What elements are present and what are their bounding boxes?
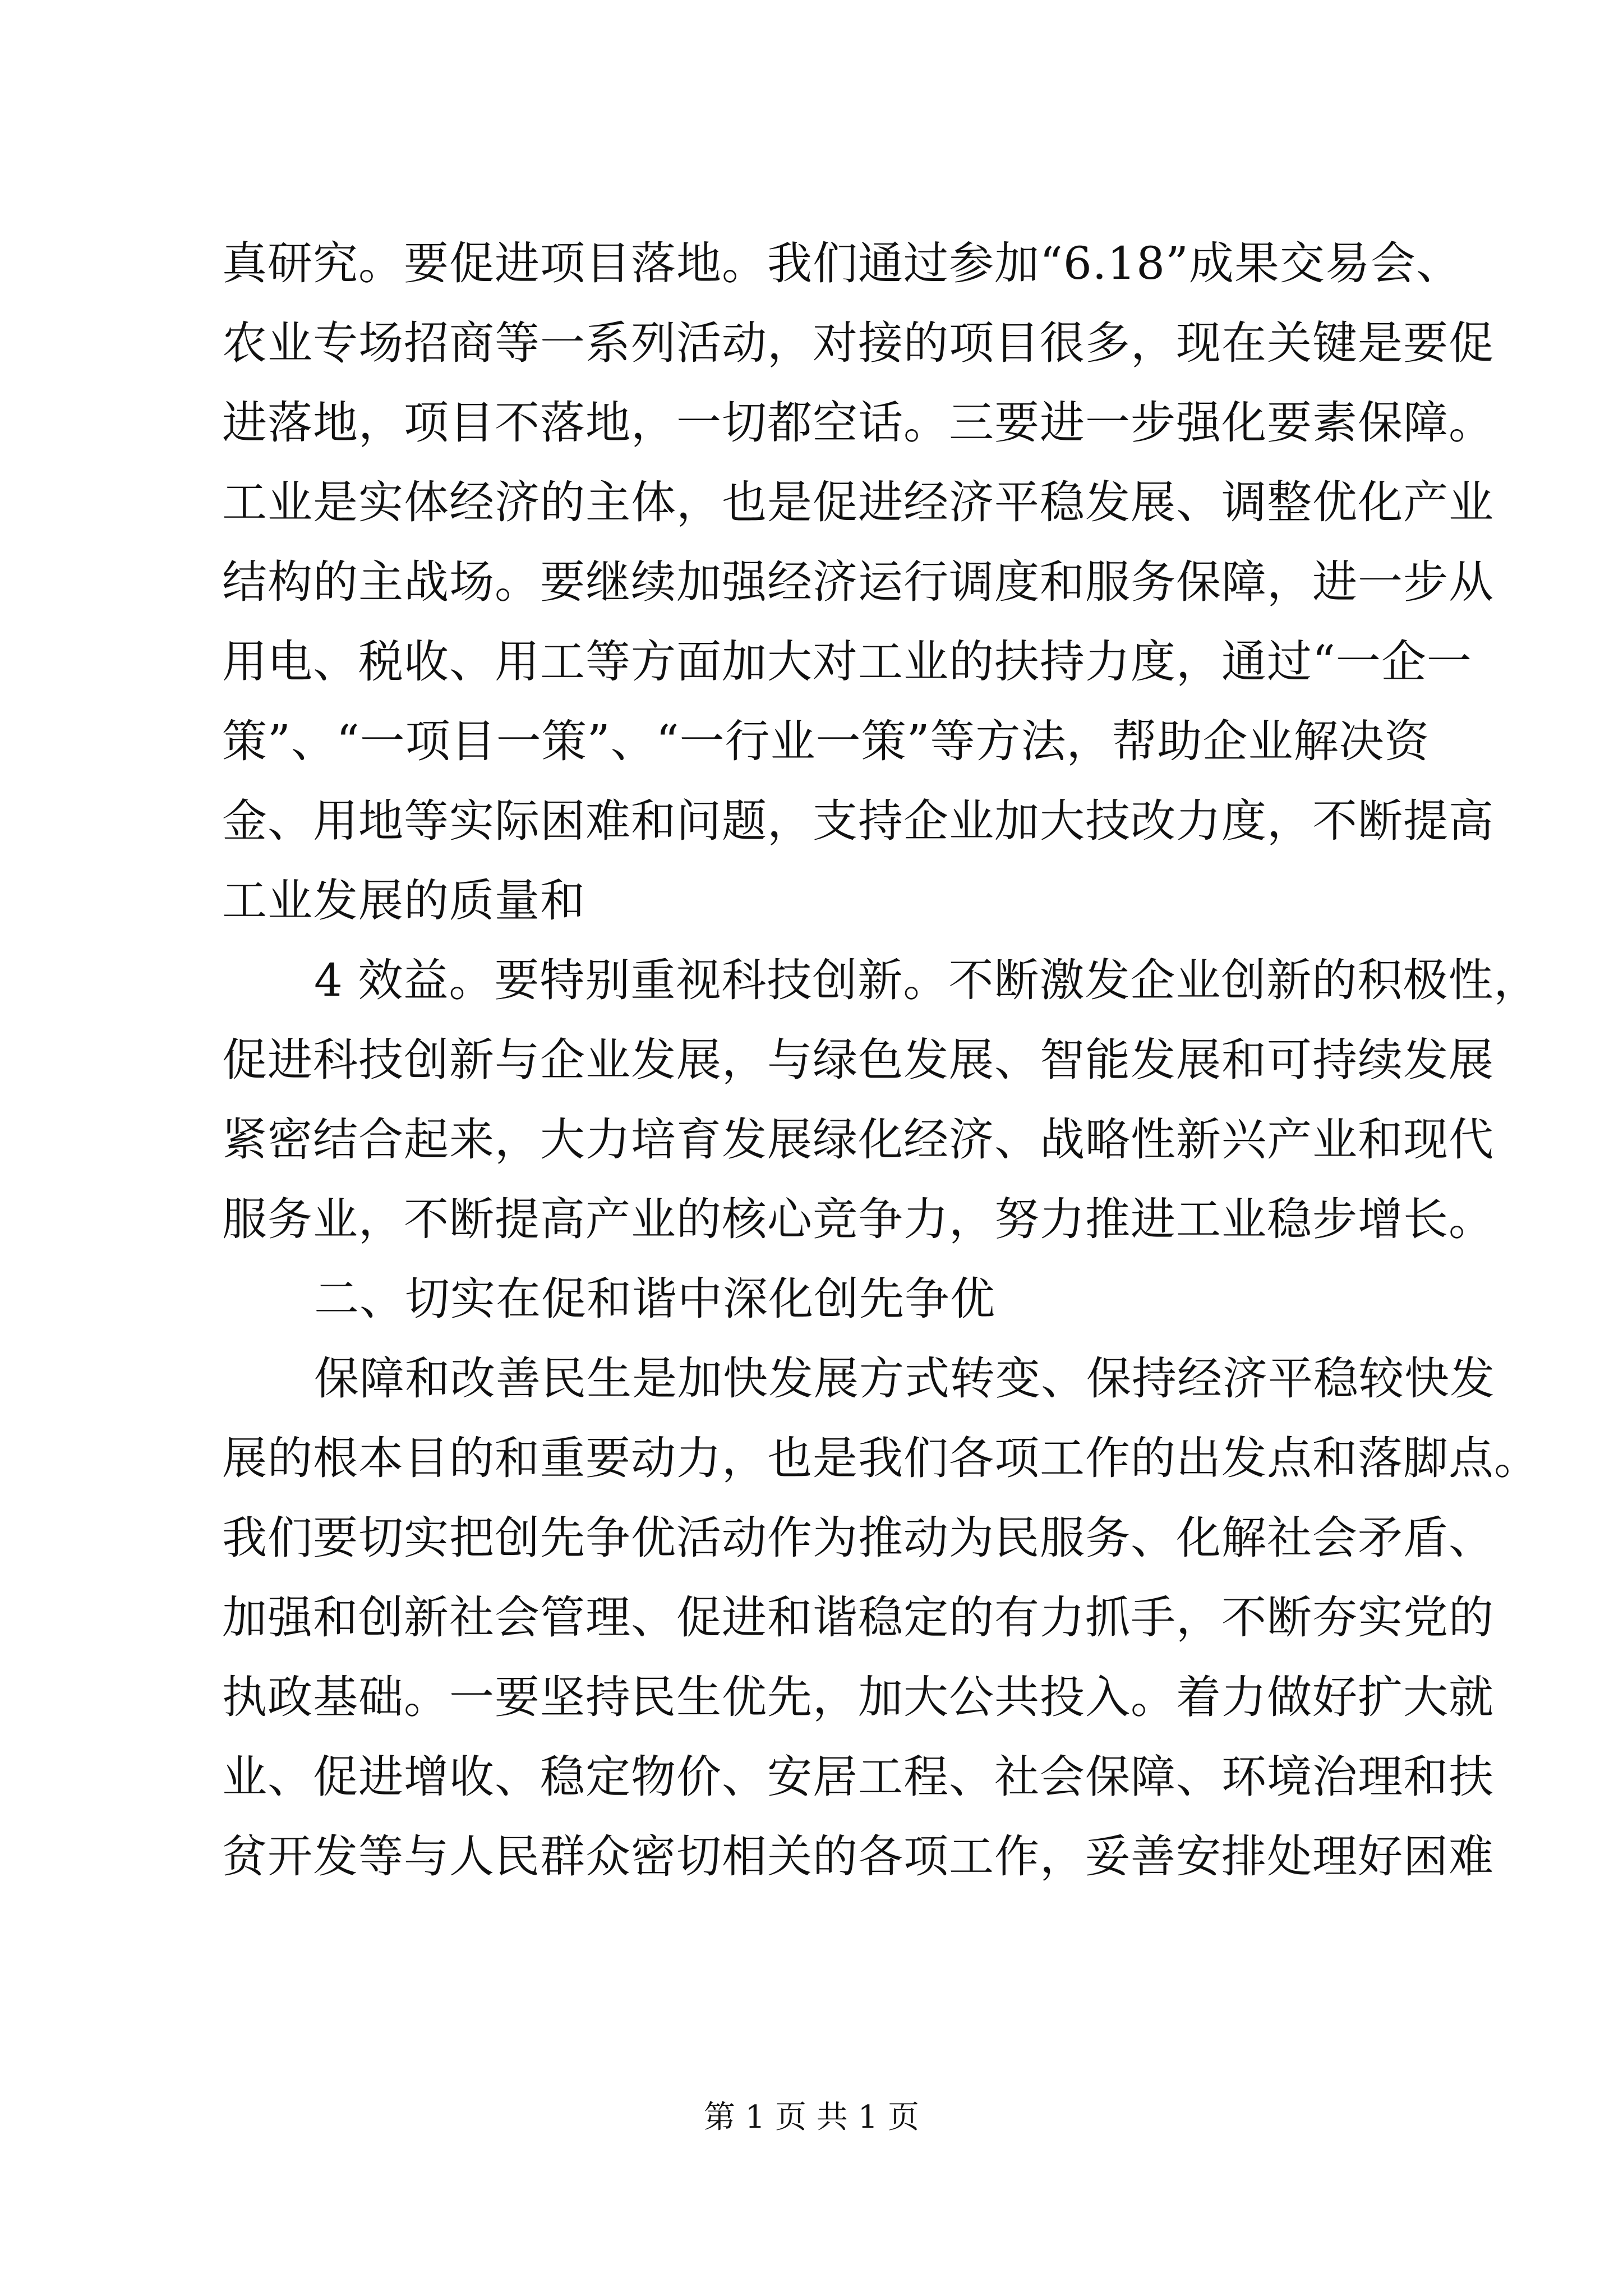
text-line-18: 加强和创新社会管理、促进和谐稳定的有力抓手，不断夯实党的 xyxy=(222,1591,1494,1644)
text-line-1: 真研究。要促进项目落地。我们通过参加“6.18”成果交易会、 xyxy=(222,237,1461,289)
text-line-8: 金、用地等实际困难和问题，支持企业加大技改力度，不断提高 xyxy=(222,795,1494,847)
page-number-footer: 第 1 页 共 1 页 xyxy=(703,2099,920,2136)
text-line-19: 执政基础。一要坚持民生优先，加大公共投入。着力做好扩大就 xyxy=(222,1671,1494,1723)
text-line-6: 用电、税收、用工等方面加大对工业的扶持力度，通过“一企一 xyxy=(222,636,1472,688)
text-line-13: 服务业，不断提高产业的核心竞争力，努力推进工业稳步增长。 xyxy=(222,1193,1494,1245)
paragraph-start-line: 保障和改善民生是加快发展方式转变、保持经济平稳较快发 xyxy=(314,1352,1495,1405)
section-heading: 二、切实在促和谐中深化创先争优 xyxy=(314,1273,995,1325)
text-line-17: 我们要切实把创先争优活动作为推动为民服务、化解社会矛盾、 xyxy=(222,1512,1494,1564)
paragraph-start-line: 4 效益。要特别重视科技创新。不断激发企业创新的积极性， xyxy=(314,954,1539,1006)
text-line-3: 进落地，项目不落地，一切都空话。三要进一步强化要素保障。 xyxy=(222,397,1494,449)
text-line-21: 贫开发等与人民群众密切相关的各项工作，妥善安排处理好困难 xyxy=(222,1830,1494,1883)
text-line-11: 促进科技创新与企业发展，与绿色发展、智能发展和可持续发展 xyxy=(222,1034,1494,1086)
text-line-16: 展的根本目的和重要动力，也是我们各项工作的出发点和落脚点。 xyxy=(222,1432,1539,1484)
text-line-20: 业、促进增收、稳定物价、安居工程、社会保障、环境治理和扶 xyxy=(222,1751,1494,1803)
text-line-9: 工业发展的质量和 xyxy=(222,875,585,927)
text-line-12: 紧密结合起来，大力培育发展绿化经济、战略性新兴产业和现代 xyxy=(222,1114,1494,1166)
text-line-5: 结构的主战场。要继续加强经济运行调度和服务保障，进一步从 xyxy=(222,556,1494,608)
text-line-2: 农业专场招商等一系列活动，对接的项目很多，现在关键是要促 xyxy=(222,317,1494,369)
text-line-4: 工业是实体经济的主体，也是促进经济平稳发展、调整优化产业 xyxy=(222,476,1494,528)
text-line-7: 策”、“一项目一策”、“一行业一策”等方法，帮助企业解决资 xyxy=(222,715,1430,767)
